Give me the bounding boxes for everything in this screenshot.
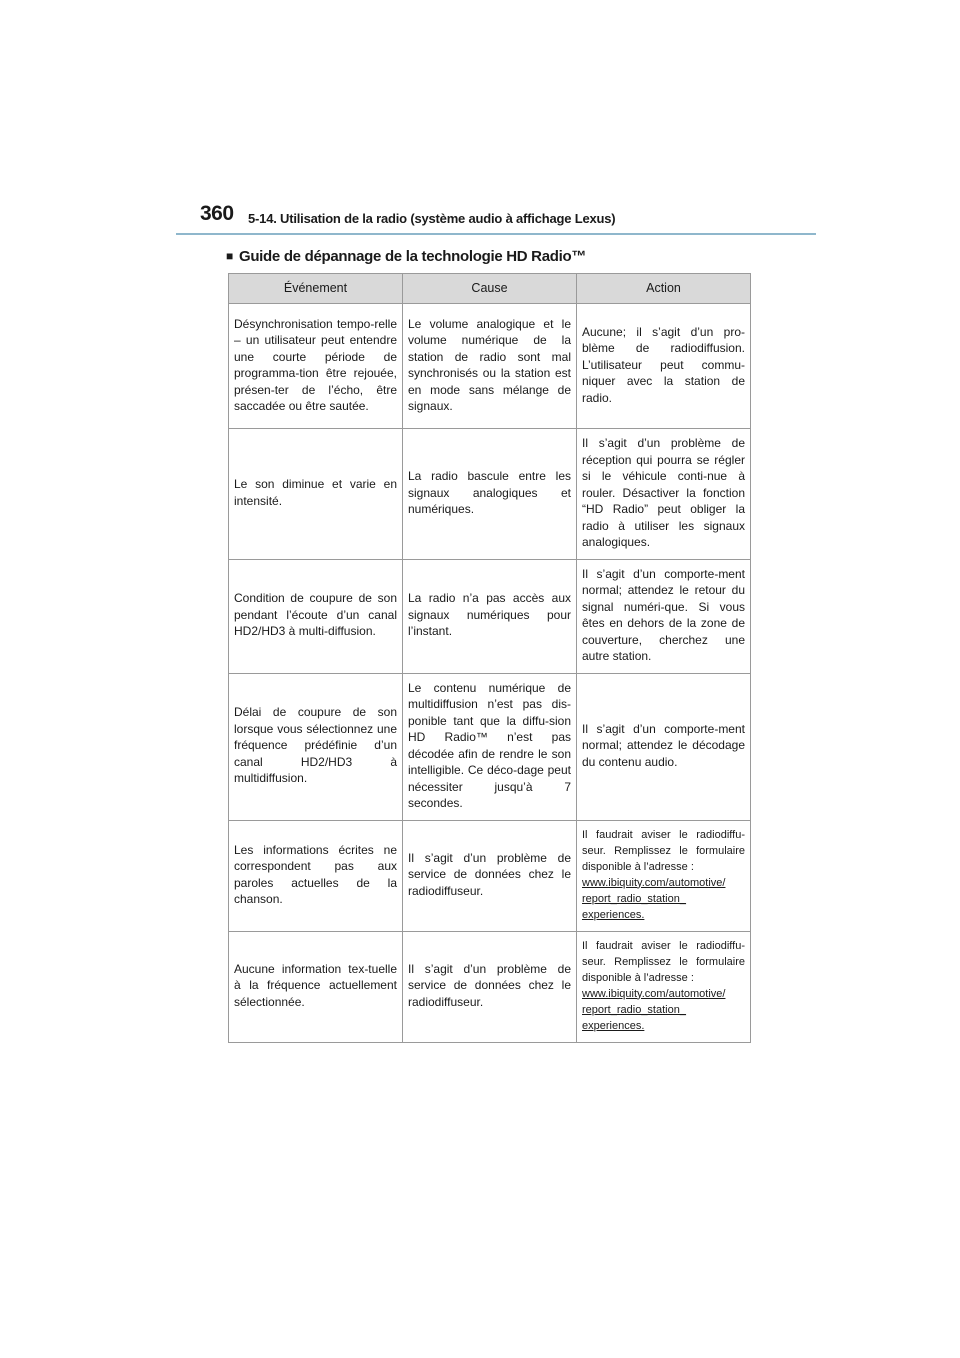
report-url-line-2[interactable]: report_radio_station_ bbox=[582, 1003, 686, 1016]
table-row bbox=[229, 820, 751, 931]
table-row bbox=[229, 429, 751, 560]
cause-cell: Le volume analogique et le volume numérique de la station de radio sont mal synchronisés ou la station est en mode sans mélange de signaux. bbox=[403, 304, 577, 429]
event-cell: Le son diminue et varie en intensité. bbox=[229, 429, 403, 560]
table-row bbox=[229, 559, 751, 673]
action-text: Il faudrait aviser le radiodiffu-seur. Remplissez le formulaire disponible à l’adresse : bbox=[582, 939, 745, 984]
event-cell: Délai de coupure de son lorsque vous sélectionnez une fréquence prédéfinie d’un canal HD2/HD3 à multidiffusion. bbox=[229, 673, 403, 820]
action-cell: Il s’agit d’un comporte-ment normal; attendez le décodage du contenu audio. bbox=[577, 673, 751, 820]
header-action: Action bbox=[577, 274, 751, 304]
report-url-line-1[interactable]: www.ibiquity.com/automotive/ bbox=[582, 987, 726, 1000]
table-row bbox=[229, 931, 751, 1042]
action-cell: Il s’agit d’un comporte-ment normal; attendez le retour du signal numéri-que. Si vous êtes en dehors de la zone de couverture, cherchez une autre station. bbox=[577, 559, 751, 673]
event-cell: Les informations écrites ne correspondent pas aux paroles actuelles de la chanson. bbox=[229, 820, 403, 931]
report-url-line-2[interactable]: report_radio_station_ bbox=[582, 892, 686, 905]
header-rule bbox=[176, 233, 816, 235]
cause-cell: La radio bascule entre les signaux analogiques et numériques. bbox=[403, 429, 577, 560]
header-event: Événement bbox=[229, 274, 403, 304]
page-number: 360 bbox=[200, 202, 234, 225]
running-header: 5-14. Utilisation de la radio (système audio à affichage Lexus) bbox=[248, 211, 616, 226]
header-cause: Cause bbox=[403, 274, 577, 304]
action-cell: Il s’agit d’un problème de réception qui pourra se régler si le véhicule conti-nue à rouler. Désactiver la fonction “HD Radio” peut obliger la radio à utiliser les signaux analogiques. bbox=[577, 429, 751, 560]
cause-cell: La radio n’a pas accès aux signaux numériques pour l’instant. bbox=[403, 559, 577, 673]
section-title bbox=[226, 248, 586, 265]
cause-cell: Il s’agit d’un problème de service de données chez le radiodiffuseur. bbox=[403, 820, 577, 931]
action-cell: Aucune; il s’agit d’un pro-blème de radiodiffusion. L’utilisateur peut commu-niquer avec la station de radio. bbox=[577, 304, 751, 429]
section-title-text: Guide de dépannage de la technologie HD Radio™ bbox=[238, 248, 587, 265]
troubleshooting-table bbox=[228, 273, 751, 1043]
action-cell bbox=[577, 931, 751, 1042]
report-url-line-3[interactable]: experiences. bbox=[582, 1019, 645, 1032]
table-header-row bbox=[229, 274, 751, 304]
event-cell: Désynchronisation tempo-relle – un utilisateur peut entendre une courte période de programma-tion être rejouée, présen-ter de l’écho, être saccadée ou être sautée. bbox=[229, 304, 403, 429]
event-cell: Condition de coupure de son pendant l’écoute d’un canal HD2/HD3 à multi-diffusion. bbox=[229, 559, 403, 673]
table-row bbox=[229, 673, 751, 820]
cause-cell: Le contenu numérique de multidiffusion n’est pas dis-ponible tant que la diffu-sion HD Radio™ n’est pas décodée afin de rendre le son intelligible. Ce déco-dage peut nécessiter jusqu’à 7 secondes. bbox=[403, 673, 577, 820]
cause-cell: Il s’agit d’un problème de service de données chez le radiodiffuseur. bbox=[403, 931, 577, 1042]
report-url-line-3[interactable]: experiences. bbox=[582, 908, 645, 921]
action-text: Il faudrait aviser le radiodiffu-seur. Remplissez le formulaire disponible à l’adresse : bbox=[582, 828, 745, 873]
report-url-line-1[interactable]: www.ibiquity.com/automotive/ bbox=[582, 876, 726, 889]
square-bullet-icon: ■ bbox=[226, 249, 233, 263]
event-cell: Aucune information tex-tuelle à la fréquence actuellement sélectionnée. bbox=[229, 931, 403, 1042]
action-cell bbox=[577, 820, 751, 931]
table-row bbox=[229, 304, 751, 429]
